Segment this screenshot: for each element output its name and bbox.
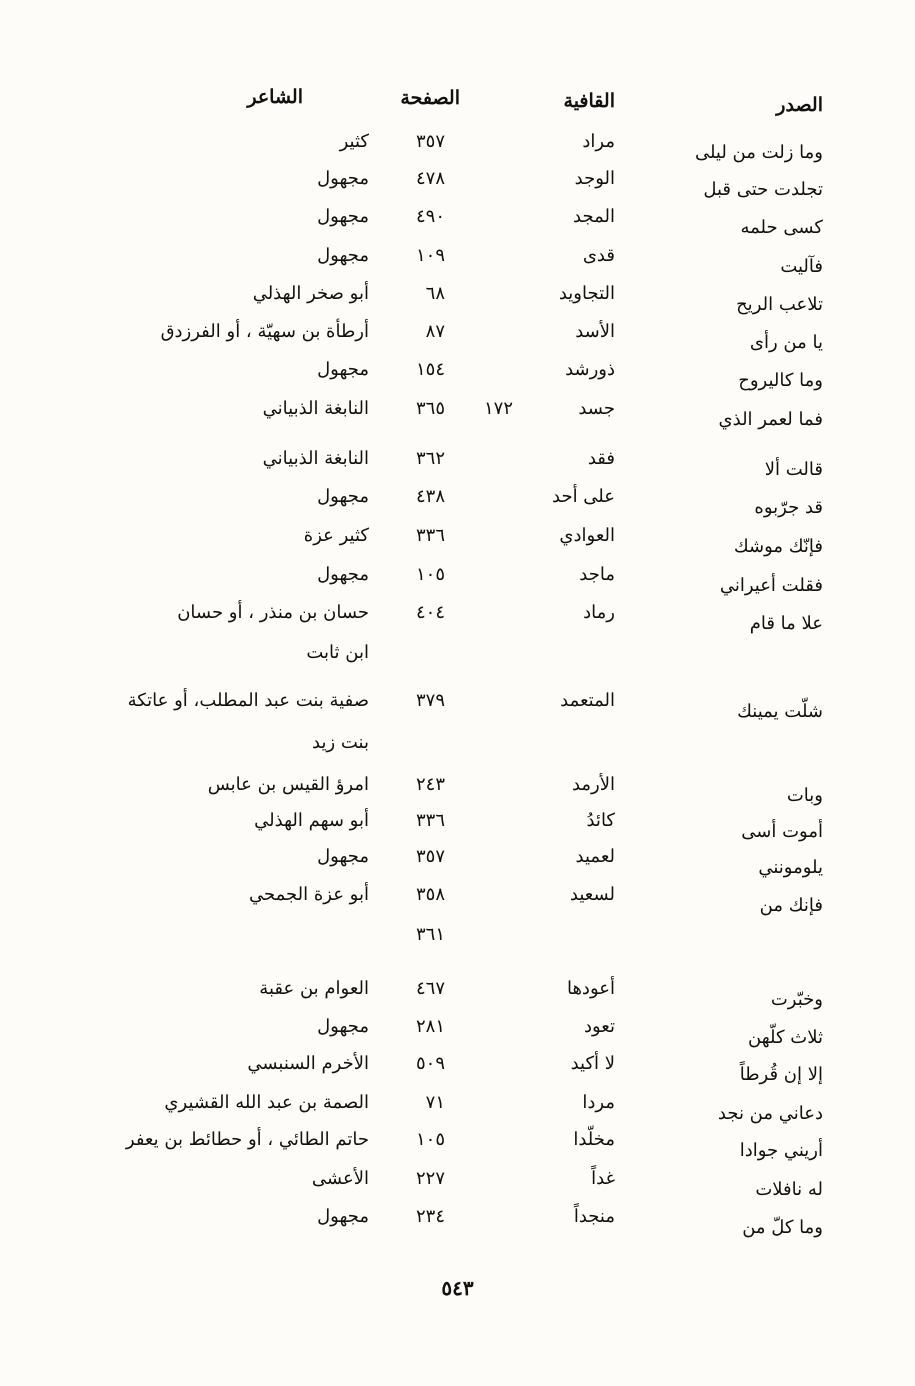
- cell-poet: أبو صخر الهذلي: [252, 283, 369, 304]
- cell-sadr: وبات: [786, 785, 823, 806]
- cell-page: ٣٦٢: [415, 448, 445, 469]
- cell-qafia: المتعمد: [560, 690, 615, 711]
- cell-qafia: مخلّدا: [573, 1129, 615, 1150]
- cell-qafia: الأسد: [575, 321, 615, 342]
- cell-sadr: أموت أسى: [741, 821, 823, 842]
- cell-poet: أبو عزة الجمحي: [249, 884, 369, 905]
- cell-page: ٨٧: [425, 321, 445, 342]
- cell-qafia: ماجد: [579, 564, 615, 585]
- cell-qafia: ذورشد: [565, 359, 615, 380]
- cell-poet: مجهول: [317, 1206, 369, 1227]
- cell-page: ٣٥٧: [415, 846, 445, 867]
- cell-poet: كثير: [339, 131, 369, 152]
- cell-poet: ابن ثابت: [306, 642, 369, 663]
- cell-poet: صفية بنت عبد المطلب، أو عاتكة: [127, 690, 369, 711]
- cell-poet: مجهول: [317, 168, 369, 189]
- page-number: ٥٤٣: [441, 1276, 474, 1300]
- cell-sadr: علا ما قام: [749, 613, 823, 634]
- cell-sadr: يا من رأى: [749, 332, 823, 353]
- cell-sadr: فإنك من: [759, 895, 823, 916]
- cell-sadr: فإنّك موشك: [733, 536, 823, 557]
- cell-poet: أرطأة بن سهيّة ، أو الفرزدق: [160, 321, 369, 342]
- cell-poet: مجهول: [317, 846, 369, 867]
- cell-page: ٢٢٧: [415, 1168, 445, 1189]
- header-poet: الشاعر: [247, 86, 303, 108]
- cell-qafia: مراد: [582, 131, 615, 152]
- cell-sadr: أريني جوادا: [739, 1140, 823, 1161]
- cell-page: ١٠٥: [415, 564, 445, 585]
- header-sadr: الصدر: [776, 94, 823, 116]
- cell-page: ٤٦٧: [415, 978, 445, 999]
- cell-poet: الأخرم السنبسي: [247, 1053, 369, 1074]
- cell-poet: حاتم الطائي ، أو حطائط بن يعفر: [125, 1129, 369, 1150]
- cell-qafia: رماد: [583, 602, 615, 623]
- cell-poet: مجهول: [317, 245, 369, 266]
- cell-page: ٢٣٤: [415, 1206, 445, 1227]
- cell-poet: حسان بن منذر ، أو حسان: [177, 602, 369, 623]
- cell-sadr: فآليت: [780, 256, 823, 277]
- cell-page: ٢٤٣: [415, 774, 445, 795]
- cell-sadr: قد جرّبوه: [754, 497, 823, 518]
- cell-sadr: قالت ألا: [764, 459, 823, 480]
- cell-page: ١٠٥: [415, 1129, 445, 1150]
- cell-qafia: المجد: [573, 206, 615, 227]
- cell-qafia: على أحد: [552, 486, 615, 507]
- cell-qafia: جسد: [578, 398, 615, 419]
- cell-sadr: له نافلات: [755, 1179, 823, 1200]
- cell-sadr: فقلت أعيراني: [719, 575, 823, 596]
- cell-poet: الأعشى: [311, 1168, 369, 1189]
- cell-page: ٣٥٧: [415, 131, 445, 152]
- cell-qafia: قدى: [582, 245, 615, 266]
- cell-poet: مجهول: [317, 564, 369, 585]
- cell-poet: العوام بن عقبة: [259, 978, 369, 999]
- cell-sadr: يلومونني: [758, 857, 823, 878]
- cell-sadr: فما لعمر الذي: [718, 409, 823, 430]
- cell-page: ٣٦٥: [415, 398, 445, 419]
- cell-poet: النابغة الذبياني: [262, 398, 369, 419]
- cell-qafia: لا أكيد: [570, 1053, 615, 1074]
- cell-page: ٥٠٩: [415, 1053, 445, 1074]
- cell-poet: مجهول: [317, 206, 369, 227]
- cell-page: ٤٠٤: [415, 602, 445, 623]
- cell-page: ٣٧٩: [415, 690, 445, 711]
- cell-qafia: تعود: [583, 1016, 615, 1037]
- cell-extra: ١٧٢: [483, 398, 513, 419]
- cell-page: ٦٨: [425, 283, 445, 304]
- cell-page: ٤٣٨: [415, 486, 445, 507]
- cell-poet: بنت زيد: [312, 732, 369, 753]
- cell-poet: كثير عزة: [303, 525, 369, 546]
- header-page: الصفحة: [400, 87, 460, 109]
- cell-sadr: وخبّرت: [770, 989, 823, 1010]
- cell-qafia: لسعيد: [569, 884, 615, 905]
- cell-sadr: وما كاليروح: [738, 370, 823, 391]
- cell-poet: مجهول: [317, 1016, 369, 1037]
- cell-qafia: كائدُ: [586, 810, 615, 831]
- cell-page: ٣٥٨: [415, 884, 445, 905]
- cell-qafia: مردا: [582, 1092, 615, 1113]
- cell-sadr: شلّت يمينك: [737, 701, 823, 722]
- cell-qafia: غداً: [591, 1168, 615, 1189]
- cell-sadr: إلا إن قُرطاً: [739, 1064, 823, 1085]
- cell-sadr: وما زلت من ليلى: [694, 142, 823, 163]
- cell-qafia: أعودها: [566, 978, 615, 999]
- cell-sadr: دعاني من نجد: [717, 1103, 823, 1124]
- header-qafia: القافية: [563, 90, 615, 112]
- cell-qafia: لعميد: [575, 846, 615, 867]
- cell-sadr: تجلدت حتى قبل: [703, 179, 823, 200]
- cell-poet: مجهول: [317, 359, 369, 380]
- cell-poet: النابغة الذبياني: [262, 448, 369, 469]
- cell-page: ٤٩٠: [415, 206, 445, 227]
- cell-qafia: التجاويد: [558, 283, 615, 304]
- cell-poet: الصمة بن عبد الله القشيري: [164, 1092, 369, 1113]
- cell-page: ١٥٤: [415, 359, 445, 380]
- cell-qafia: فقد: [587, 448, 615, 469]
- cell-qafia: الوجد: [574, 168, 615, 189]
- cell-poet: امرؤ القيس بن عابس: [207, 774, 369, 795]
- cell-page: ٣٣٦: [415, 525, 445, 546]
- cell-poet: مجهول: [317, 486, 369, 507]
- cell-page: ٧١: [425, 1092, 445, 1113]
- cell-sadr: كسى حلمه: [740, 217, 823, 238]
- cell-page: ٣٦١: [415, 924, 445, 945]
- cell-page: ٤٧٨: [415, 168, 445, 189]
- cell-page: ٣٣٦: [415, 810, 445, 831]
- cell-poet: أبو سهم الهذلي: [254, 810, 369, 831]
- cell-qafia: العوادي: [559, 525, 615, 546]
- cell-sadr: ثلاث كلّهن: [748, 1027, 823, 1048]
- cell-page: ٢٨١: [415, 1016, 445, 1037]
- cell-sadr: وما كلّ من: [742, 1217, 823, 1238]
- cell-qafia: منجداً: [573, 1206, 615, 1227]
- cell-sadr: تلاعب الريح: [736, 294, 823, 315]
- cell-page: ١٠٩: [415, 245, 445, 266]
- cell-qafia: الأرمد: [571, 774, 615, 795]
